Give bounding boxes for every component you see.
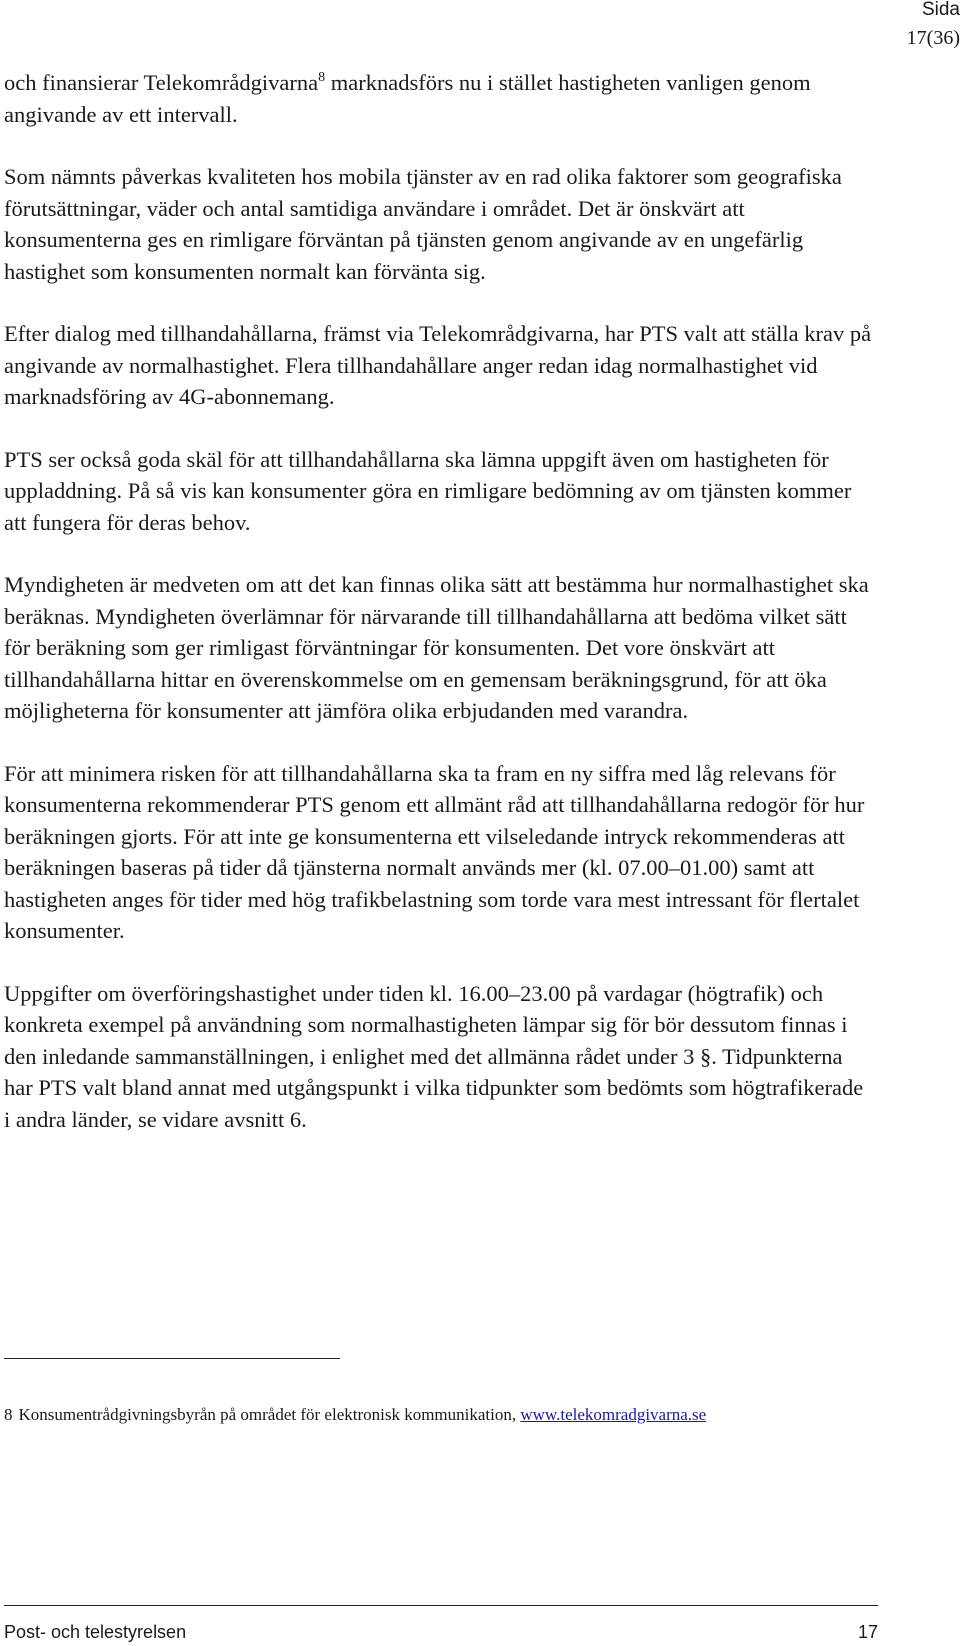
page-label: Sida	[921, 0, 960, 20]
footnote-reference[interactable]: 8	[318, 70, 326, 85]
footer-organization: Post- och telestyrelsen	[4, 1622, 187, 1642]
footnote-text: Konsumentrådgivningsbyrån på området för elektronisk kommunikation,	[18, 1405, 521, 1424]
paragraph-5: Myndigheten är medveten om att det kan finnas olika sätt att bestämma hur normalhastighet ska beräknas. Myndigheten överlämnar för närvarande till tillhandahållarna att bedöma vilket sätt för beräkning som ger rimligast förväntningar för konsumenten. Det vore önskvärt att tillhandahållarna hittar en överenskommelse om en gemensam beräkningsgrund, för att öka möjligheterna för konsumenter att jämföra olika erbjudanden med varandra.	[4, 572, 869, 723]
page-number-of-total: 17(36)	[906, 27, 960, 49]
paragraph-6: För att minimera risken för att tillhandahållarna ska ta fram en ny siffra med låg relevans för konsumenterna rekommenderar PTS genom ett allmänt råd att tillhandahållarna redogör för hur beräkningen gjorts. För att inte ge konsumenterna ett vilseledande intryck rekommenderas att beräkningen baseras på tider då tjänsterna normalt används mer (kl. 07.00–01.00) samt att hastigheten anges för tider med hög trafikbelastning som torde vara mest intressant för flertalet konsumenter.	[4, 760, 865, 943]
footnote-link[interactable]: www.telekomradgivarna.se	[520, 1405, 707, 1424]
paragraph-7: Uppgifter om överföringshastighet under tiden kl. 16.00–23.00 på vardagar (högtrafik) och konkreta exempel på användning som normalhastigheten lämpar sig för bör dessutom finnas i den inledande sammanställningen, i enlighet med det allmänna rådet under 3 §. Tidpunkterna har PTS valt bland annat med utgångspunkt i vilka tidpunkter som bedömts som högtrafikerade i andra länder, se vidare avsnitt 6.	[4, 980, 864, 1132]
paragraph-1: och finansierar Telekområdgivarna$^8$ marknadsförs nu i stället hastigheten vanligen genom angivande av ett intervall.	[4, 70, 811, 127]
paragraph-3: Efter dialog med tillhandahållarna, främst via Telekområdgivarna, har PTS valt att ställa krav på angivande av normalhastighet. Flera tillhandahållare anger redan idag normalhastighet vid marknadsföring av 4G-abonnemang.	[4, 321, 872, 409]
footnote	[4, 1404, 904, 1426]
paragraph-4: PTS ser också goda skäl för att tillhandahållarna ska lämna uppgift även om hastigheten för uppladdning. På så vis kan konsumenter göra en rimligare bedömning av om tjänsten kommer att fungera för deras behov.	[4, 446, 852, 535]
footnote-separator	[4, 1358, 340, 1359]
page-header	[840, 0, 960, 52]
paragraph-2: Som nämnts påverkas kvaliteten hos mobila tjänster av en rad olika faktorer som geografiska förutsättningar, väder och antal samtidiga användare i området. Det är önskvärt att konsumenterna ges en rimligare förväntan på tjänsten genom angivande av en ungefärlig hastighet som konsumenten normalt kan förvänta sig.	[4, 164, 842, 284]
footnote-number: 8	[4, 1405, 13, 1424]
page-footer	[4, 1619, 878, 1645]
document-body	[4, 67, 874, 1135]
footer-separator	[4, 1605, 878, 1606]
footer-page-number: 17	[857, 1622, 878, 1642]
